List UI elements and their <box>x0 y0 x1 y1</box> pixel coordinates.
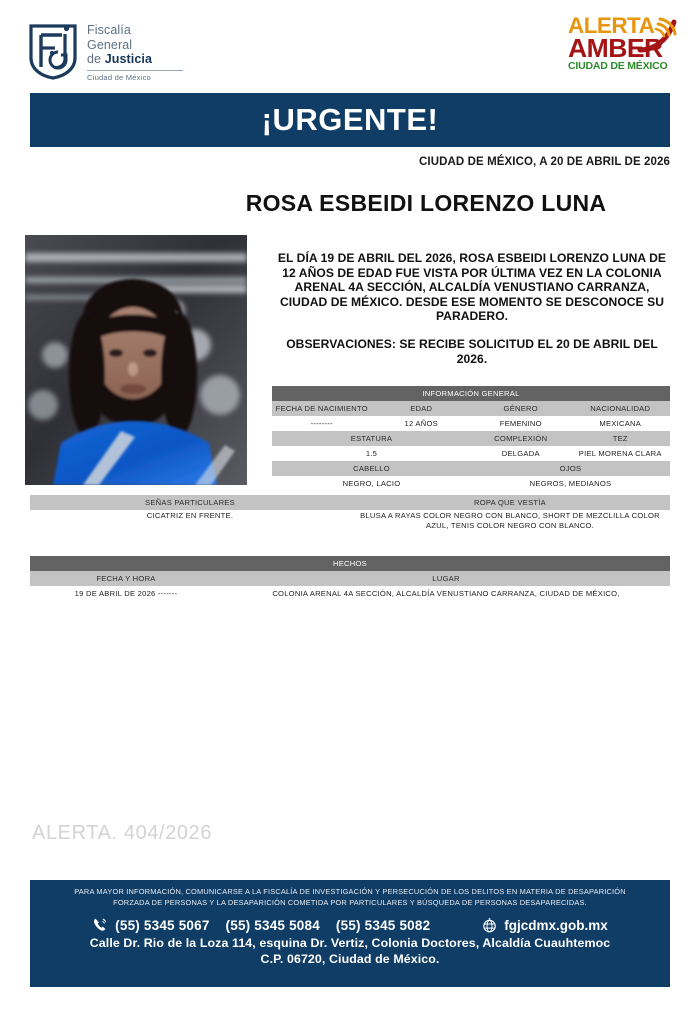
amber-line-alerta: ALERTA <box>568 13 655 38</box>
header-estatura: ESTATURA <box>272 431 471 446</box>
fgj-divider <box>87 70 183 71</box>
table-row <box>272 461 670 476</box>
photo-image <box>25 235 247 485</box>
footer-info-line-1: PARA MAYOR INFORMACIÓN, COMUNICARSE A LA FISCALÍA DE INVESTIGACIÓN Y PERSECUCIÓN DE LOS DELITOS EN MATERIA DE DESAPARICIÓN <box>74 887 626 896</box>
header-ojos: OJOS <box>471 461 670 476</box>
value-cabello: NEGRO, LACIO <box>272 476 471 491</box>
page-title: ROSA ESBEIDI LORENZO LUNA <box>245 190 607 216</box>
phone-number-2[interactable]: (55) 5345 5084 <box>225 917 320 933</box>
header-nacionalidad: NACIONALIDAD <box>571 401 671 416</box>
phone-number-1[interactable]: (55) 5345 5067 <box>115 917 210 933</box>
footer-info-line-2: FORZADA DE PERSONAS Y LA DESAPARICIÓN COMETIDA POR PARTICULARES Y BÚSQUEDA DE PERSONAS DESAPARECIDAS. <box>113 897 587 907</box>
table-row <box>272 401 670 416</box>
table-row <box>272 416 670 431</box>
table-row <box>272 446 670 461</box>
fgj-city-label: Ciudad de México <box>87 72 151 82</box>
value-senas-particulares: CICATRIZ EN FRENTE. <box>30 510 350 531</box>
footer-address-line-1: Calle Dr. Rio de la Loza 114, esquina Dr. Vertiz, Colonia Doctores, Alcaldía Cuauhtemoc <box>89 936 611 950</box>
table-row <box>272 476 670 491</box>
general-info-table <box>272 386 670 491</box>
value-nacionalidad: MEXICANA <box>571 416 671 431</box>
fgj-shield-icon <box>28 22 78 80</box>
table-row <box>30 586 670 601</box>
value-complexion: DELGADA <box>471 446 571 461</box>
value-ropa-que-vestia: BLUSA A RAYAS COLOR NEGRO CON BLANCO, SHORT DE MEZCLILLA COLOR AZUL, TENIS COLOR NEGRO CON BLANCO. <box>350 510 670 531</box>
globe-icon <box>482 918 497 933</box>
case-description-block <box>272 251 672 366</box>
alerta-amber-logo <box>568 13 676 73</box>
fgj-justicia-text: Justicia <box>104 52 153 66</box>
amber-line-city: CIUDAD DE MÉXICO <box>568 60 668 72</box>
header-edad: EDAD <box>372 401 472 416</box>
header-fecha-nacimiento: FECHA DE NACIMIENTO <box>272 401 372 416</box>
fgj-line-general: General <box>87 37 133 52</box>
value-genero: FEMENINO <box>471 416 571 431</box>
table-row <box>30 495 670 510</box>
header-cabello: CABELLO <box>272 461 471 476</box>
value-fecha-nacimiento: -------- <box>272 416 372 431</box>
footer-website-group[interactable] <box>482 918 608 933</box>
hechos-title: HECHOS <box>30 556 670 571</box>
case-observations: OBSERVACIONES: SE RECIBE SOLICITUD EL 20 DE ABRIL DEL 2026. <box>286 336 658 366</box>
value-ojos: NEGROS, MEDIANOS <box>471 476 670 491</box>
fgj-line-fiscalia: Fiscalía <box>87 23 131 37</box>
amber-line-amber: AMBER <box>568 33 663 63</box>
website-url[interactable]: fgjcdmx.gob.mx <box>504 917 608 933</box>
fgj-de-text: de <box>87 52 105 66</box>
page-footer <box>30 880 670 987</box>
phone-icon <box>92 917 108 933</box>
header-ropa-que-vestia: ROPA QUE VESTÍA <box>350 495 670 510</box>
header-fecha-y-hora: FECHA Y HORA <box>30 571 222 586</box>
urgente-label: ¡URGENTE! <box>261 102 439 137</box>
case-description: EL DÍA 19 DE ABRIL DEL 2026, ROSA ESBEIDI LORENZO LUNA DE 12 AÑOS DE EDAD FUE VISTA POR ÚLTIMA VEZ EN LA COLONIA ARENAL 4A SECCIÓN, ALCALDÍA VENUSTIANO CARRANZA, CIUDAD DE MÉXICO. DESDE ESE MOMENTO SE DESCONOCE SU PARADERO. <box>277 251 667 324</box>
footer-address <box>30 935 670 967</box>
footer-contact-row <box>30 917 670 933</box>
footer-info-text <box>30 880 670 908</box>
header-senas-particulares: SEÑAS PARTICULARES <box>30 495 350 510</box>
alert-number: ALERTA. 404/2026 <box>32 822 213 844</box>
table-row <box>30 571 670 586</box>
value-lugar: COLONIA ARENAL 4A SECCIÓN, ALCALDÍA VENUSTIANO CARRANZA, CIUDAD DE MÉXICO, <box>222 586 670 601</box>
footer-address-line-2: C.P. 06720, Ciudad de México. <box>260 952 440 966</box>
footer-phone-group <box>92 917 430 933</box>
table-row <box>30 556 670 571</box>
header-lugar: LUGAR <box>222 571 670 586</box>
fgj-line-justicia <box>87 52 183 67</box>
value-tez: PIEL MORENA CLARA <box>571 446 671 461</box>
hechos-table <box>30 556 670 601</box>
table-row <box>272 386 670 401</box>
fiscalia-general-logo <box>28 22 183 82</box>
general-info-title: INFORMACIÓN GENERAL <box>272 386 670 401</box>
missing-person-photo <box>25 235 247 485</box>
value-edad: 12 AÑOS <box>372 416 472 431</box>
value-fecha-y-hora: 19 DE ABRIL DE 2026 ------- <box>30 586 222 601</box>
table-row <box>30 510 670 531</box>
header-genero: GÉNERO <box>471 401 571 416</box>
header-complexion: COMPLEXIÓN <box>471 431 571 446</box>
urgente-banner <box>30 93 670 147</box>
issue-date: CIUDAD DE MÉXICO, A 20 DE ABRIL DE 2026 <box>419 156 670 168</box>
header-tez: TEZ <box>571 431 671 446</box>
value-estatura: 1.5 <box>272 446 471 461</box>
senas-particulares-table <box>30 495 670 531</box>
page-header <box>0 0 700 88</box>
table-row <box>272 431 670 446</box>
phone-number-3[interactable]: (55) 5345 5082 <box>335 917 431 933</box>
